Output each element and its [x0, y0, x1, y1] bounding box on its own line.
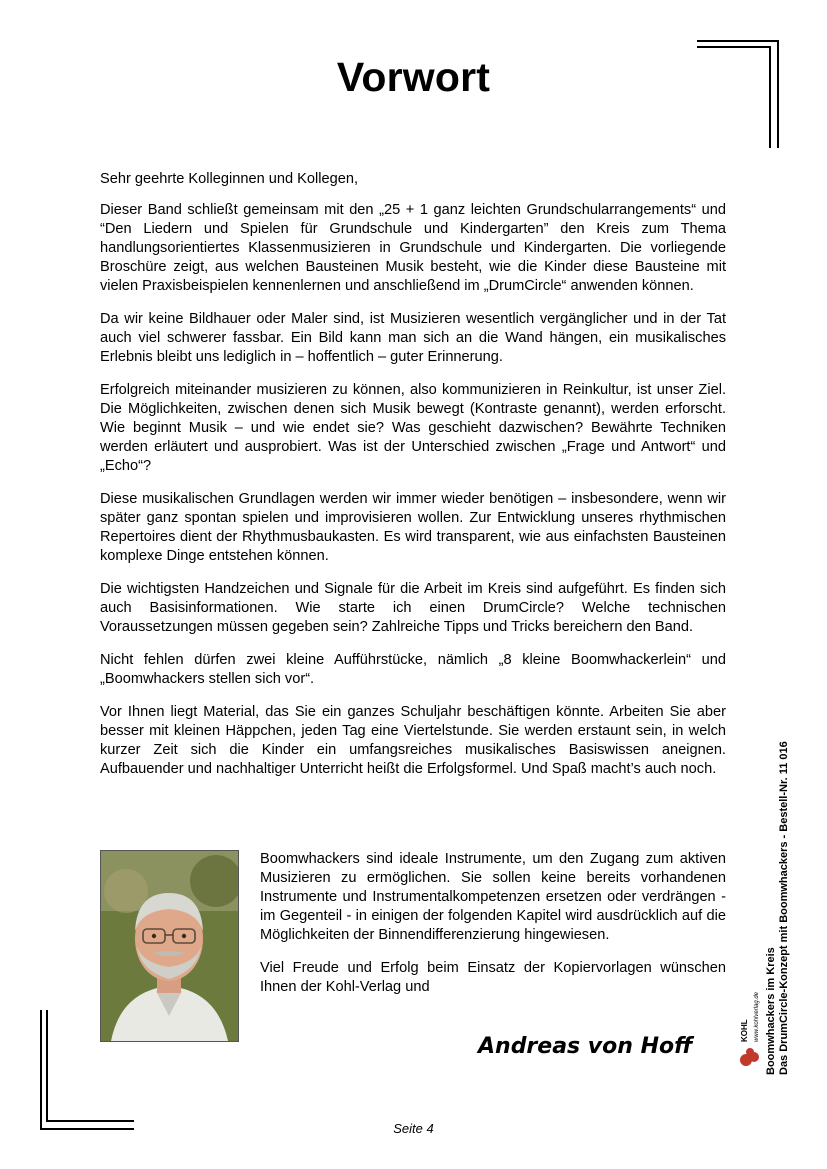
paragraph: Vor Ihnen liegt Material, das Sie ein ganzes Schuljahr beschäftigen könnte. Arbeiten Sie aber besser mit kleinen Häppchen, jeden Tag eine Viertelstunde. Sie werden erstaunt sein, in welch kurzer Zeit sich die Kinder ein umfangsreiches musikalisches Basiswissen aneignen. Aufbauender und nachhaltiger Unterricht heißt die Erfolgsformel. Und Spaß macht’s auch noch.: [100, 704, 726, 777]
author-photo: [100, 850, 239, 1042]
side-bar-line-2: Das DrumCircle-Konzept mit Boomwhackers - Bestell-Nr. 11 016: [778, 741, 790, 1075]
paragraph: Erfolgreich miteinander musizieren zu können, also kommunizieren in Reinkultur, ist unser Ziel. Die Möglichkeiten, zwischen denen sich Musik bewegt (Kontraste genannt), werden erforscht. Wie beginnt Musik – und wie endet sie? Was geschieht dazwischen? Bewährte Techniken werden erläutert und ausprobiert. Was ist der Unterschied zwischen „Frage und Antwort“ und „Echo“?: [100, 382, 726, 474]
page-title: Vorwort: [336, 54, 491, 100]
salutation: Sehr geehrte Kolleginnen und Kollegen,: [100, 171, 359, 187]
paragraph: Dieser Band schließt gemeinsam mit den „25 + 1 ganz leichten Grundschularrangements“ und “Den Liedern und Spielen für Grundschule und Kindergarten” den Kreis zum Thema handlungsorientiertes Klassenmusizieren in Grundschule und Kindergarten. Die vorliegende Broschüre zeigt, aus welchen Bausteinen Musik besteht, wie die Kinder diese Bausteine mit vielen Praxisbeispielen kennenlernen und anschließend im „DrumCircle“ anwenden können.: [100, 202, 726, 294]
top-right-corner-outer-h: [697, 40, 779, 42]
paragraph: Die wichtigsten Handzeichen und Signale für die Arbeit im Kreis sind aufgeführt. Es finden sich auch Basisinformationen. Wie starte ich einen DrumCircle? Welche technischen Voraussetzungen müssen gegeben sein? Zahlreiche Tipps und Tricks bereichern den Band.: [100, 581, 726, 635]
paragraph: Diese musikalischen Grundlagen werden wir immer wieder benötigen – insbesondere, wenn wir später ganz spontan spielen und improvisieren wollen. Zur Entwicklung unseres rhythmischen Repertoires dient der Rhythmusbaukasten. Es wird transparent, wie aus einfachsten Bausteinen komplexe Dinge entstehen können.: [100, 491, 726, 564]
paragraph: Boomwhackers sind ideale Instrumente, um den Zugang zum aktiven Musizieren zu ermöglichen. Sie sollen keine bereits vorhandenen Instrumente und Instrumentalkompetenzen ersetzen oder verdrängen - im Gegenteil - in einigen der folgenden Kapitel wird ausdrücklich auf die Möglichkeiten der Binnendifferenzierung hingewiesen.: [260, 851, 726, 943]
bottom-left-corner-outer-v: [40, 1010, 42, 1130]
author-signature: Andreas von Hoff: [478, 1034, 693, 1059]
top-right-corner-inner-h: [697, 46, 771, 48]
photo-side-text: [260, 850, 726, 1011]
paragraph: Nicht fehlen dürfen zwei kleine Aufführstücke, nämlich „8 kleine Boomwhackerlein“ und „Boomwhackers stellen sich vor“.: [100, 652, 726, 687]
paragraph: Da wir keine Bildhauer oder Maler sind, ist Musizieren wesentlich vergänglicher und in der Tat auch viel schwerer fassbar. Ein Bild kann man sich an die Wand hängen, ein musikalisches Erlebnis bleibt uns lediglich in – hoffentlich – guter Erinnerung.: [100, 311, 726, 365]
side-bar-info: [765, 615, 791, 1075]
author-portrait-illustration: [101, 851, 238, 1041]
logo-text: KOHL: [740, 1019, 749, 1042]
side-bar-line-1: Boomwhackers im Kreis: [765, 947, 777, 1075]
page-number: Seite 4: [393, 1121, 434, 1136]
body-text: [100, 170, 726, 793]
paragraph: Viel Freude und Erfolg beim Einsatz der Kopiervorlagen wünschen Ihnen der Kohl-Verlag und: [260, 960, 726, 995]
bottom-left-corner-inner-v: [46, 1010, 48, 1122]
logo-url: www.kohlverlag.de: [754, 991, 760, 1042]
publisher-logo: [738, 991, 764, 1070]
